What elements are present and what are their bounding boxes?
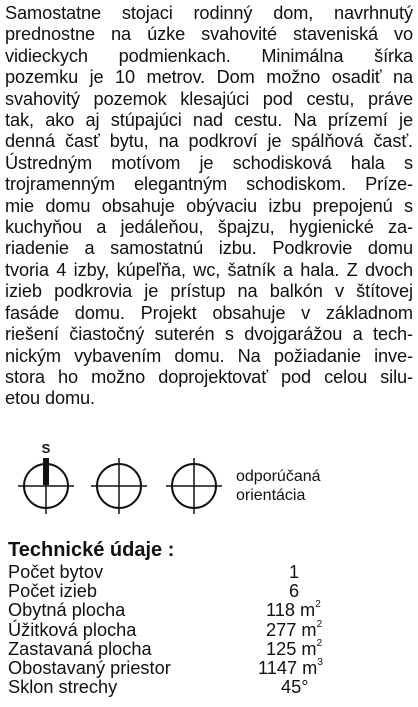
north-marker-label: S: [41, 441, 51, 456]
description-line: tvoria 4 izby, kúpeľňa, wc, šatník a hala. Z dvoch: [5, 259, 413, 280]
project-description: [5, 3, 413, 410]
description-line: trojramenným elegantným schodiskom. Príze-: [5, 174, 413, 195]
spec-label: Obytná plocha: [8, 600, 126, 621]
description-line: Ústredným motívom je schodisková hala s: [5, 152, 413, 173]
technical-data-list: [8, 563, 408, 697]
spec-row-volume: [8, 656, 408, 678]
spec-value: 45°: [281, 677, 309, 698]
description-line: Samostatne stojaci rodinný dom, navrhnutý: [5, 3, 413, 23]
spec-label: Počet bytov: [8, 562, 104, 582]
spec-row-usable-area: [8, 618, 408, 640]
spec-value-number: 1147 m: [258, 657, 318, 678]
spec-unit-superscript: 2: [316, 637, 323, 649]
compass-icon: [91, 458, 147, 514]
description-line: nickým vybavením domu. Na požiadanie inve-: [5, 345, 413, 366]
compass-marked-icon: [18, 441, 74, 514]
description-line: riadenie a samostatnú izbu. Podkrovie domu: [5, 238, 413, 259]
description-line: stora ho možno doprojektovať pod celou silu-: [5, 366, 413, 387]
description-line: izieb podkrovia je prístup na balkón v štítovej: [5, 281, 413, 302]
spec-unit-superscript: 2: [315, 599, 321, 611]
description-line: mie domu obsahuje obývaciu izbu prepojenú s: [5, 195, 413, 216]
compass-group: [0, 438, 418, 518]
spec-label: Počet izieb: [8, 581, 97, 602]
spec-row-built-area: [8, 637, 408, 659]
orientation-label-line: odporúčaná: [236, 468, 321, 485]
description-line: fasáde domu. Projekt obsahuje v základnom: [5, 302, 413, 323]
description-line: tak, ako aj stúpajúci nad cestu. Na prízemí je: [5, 110, 413, 131]
description-line: kuchyňou a jedáleňou, špajzu, hygienické za-: [5, 217, 413, 238]
spec-row-roof-pitch: [8, 678, 408, 697]
spec-row-units: [8, 563, 408, 582]
description-line: riešení čiastočný suterén s dvojgarážou a tech-: [5, 324, 413, 345]
description-line: etou domu.: [5, 388, 95, 409]
spec-value-number: 125 m: [266, 638, 317, 659]
description-line: prednostne na úzke svahovité staveniská vo: [5, 24, 413, 45]
spec-unit-superscript: 2: [316, 618, 323, 630]
technical-data-heading: Technické údaje :: [8, 539, 175, 561]
description-line: pozemku je 10 metrov. Dom možno osadiť na: [5, 67, 413, 88]
spec-value-number: 277 m: [266, 619, 317, 640]
orientation-label-line: orientácia: [236, 487, 306, 504]
spec-unit-superscript: 3: [317, 656, 323, 668]
spec-label: Obostavaný priestor: [8, 657, 171, 678]
spec-value: 6: [289, 581, 300, 602]
orientation-diagram: [0, 438, 418, 518]
description-line: denná časť bytu, na podkroví je spálňová časť.: [5, 131, 413, 152]
description-line: vidieckych podmienkach. Minimálna šírka: [5, 45, 413, 66]
spec-label: Zastavaná plocha: [8, 638, 152, 659]
compass-icon: [166, 458, 222, 514]
spec-value: 1: [289, 562, 300, 582]
description-line: svahovitý pozemok klesajúci pod cestu, práve: [5, 88, 413, 109]
spec-label: Úžitková plocha: [8, 619, 137, 640]
spec-row-living-area: [8, 601, 408, 620]
spec-value-number: 118 m: [266, 600, 316, 621]
spec-row-rooms: [8, 582, 408, 601]
spec-label: Sklon strechy: [8, 677, 118, 698]
orientation-label: [236, 467, 321, 505]
